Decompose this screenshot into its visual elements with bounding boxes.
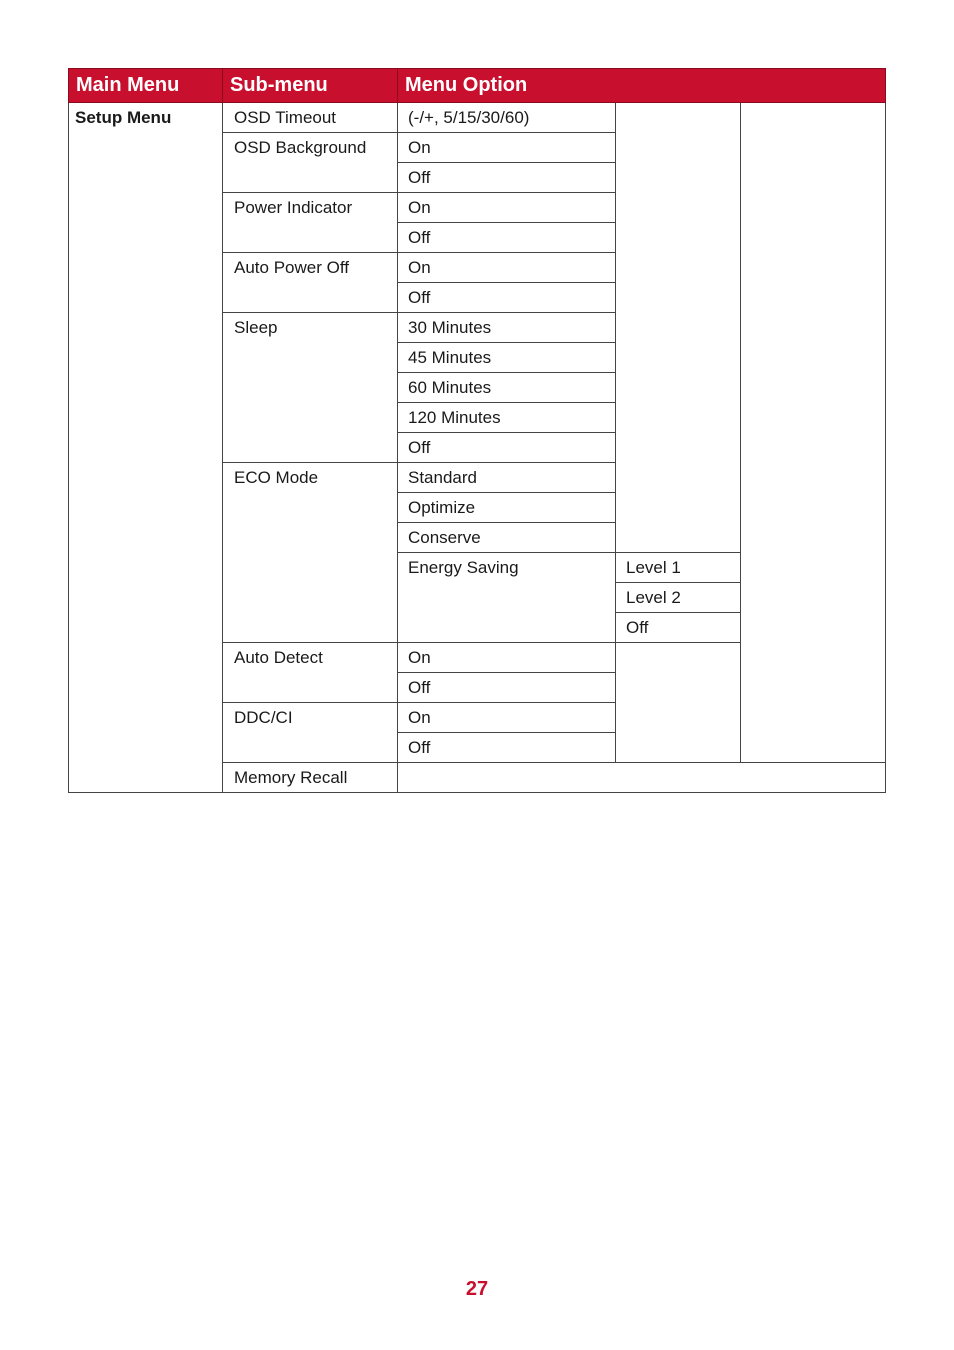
- submenu-osd-background: OSD Background: [223, 133, 398, 193]
- option-power-indicator-on: On: [398, 193, 616, 223]
- option-energy-saving-level-1: Level 1: [616, 553, 741, 583]
- option-sleep-45: 45 Minutes: [398, 343, 616, 373]
- option-auto-detect-on: On: [398, 643, 616, 673]
- main-menu-setup: Setup Menu: [69, 103, 223, 793]
- submenu-ddc-ci: DDC/CI: [223, 703, 398, 763]
- submenu-sleep: Sleep: [223, 313, 398, 463]
- option-osd-background-on: On: [398, 133, 616, 163]
- option-auto-detect-off: Off: [398, 673, 616, 703]
- option-sleep-120: 120 Minutes: [398, 403, 616, 433]
- option-osd-timeout-range: (-/+, 5/15/30/60): [398, 103, 616, 133]
- option-sleep-off: Off: [398, 433, 616, 463]
- empty-cell: [616, 103, 741, 553]
- option-power-indicator-off: Off: [398, 223, 616, 253]
- option-osd-background-off: Off: [398, 163, 616, 193]
- option-energy-saving-off: Off: [616, 613, 741, 643]
- table-header-row: [69, 69, 886, 103]
- setup-menu-table: [68, 68, 886, 793]
- option-eco-conserve: Conserve: [398, 523, 616, 553]
- submenu-osd-timeout: OSD Timeout: [223, 103, 398, 133]
- option-eco-optimize: Optimize: [398, 493, 616, 523]
- empty-cell: [398, 763, 886, 793]
- option-sleep-30: 30 Minutes: [398, 313, 616, 343]
- header-main-menu: Main Menu: [69, 69, 223, 103]
- option-auto-power-off-off: Off: [398, 283, 616, 313]
- submenu-auto-detect: Auto Detect: [223, 643, 398, 703]
- option-eco-energy-saving: Energy Saving: [398, 553, 616, 643]
- submenu-auto-power-off: Auto Power Off: [223, 253, 398, 313]
- option-ddc-ci-off: Off: [398, 733, 616, 763]
- option-sleep-60: 60 Minutes: [398, 373, 616, 403]
- option-auto-power-off-on: On: [398, 253, 616, 283]
- option-energy-saving-level-2: Level 2: [616, 583, 741, 613]
- header-sub-menu: Sub-menu: [223, 69, 398, 103]
- option-ddc-ci-on: On: [398, 703, 616, 733]
- page-number: 27: [465, 1278, 489, 1300]
- empty-cell: [616, 643, 741, 763]
- table-row: [69, 103, 886, 133]
- option-eco-standard: Standard: [398, 463, 616, 493]
- empty-cell: [741, 103, 886, 763]
- header-menu-option: Menu Option: [398, 69, 886, 103]
- submenu-power-indicator: Power Indicator: [223, 193, 398, 253]
- submenu-memory-recall: Memory Recall: [223, 763, 398, 793]
- submenu-eco-mode: ECO Mode: [223, 463, 398, 643]
